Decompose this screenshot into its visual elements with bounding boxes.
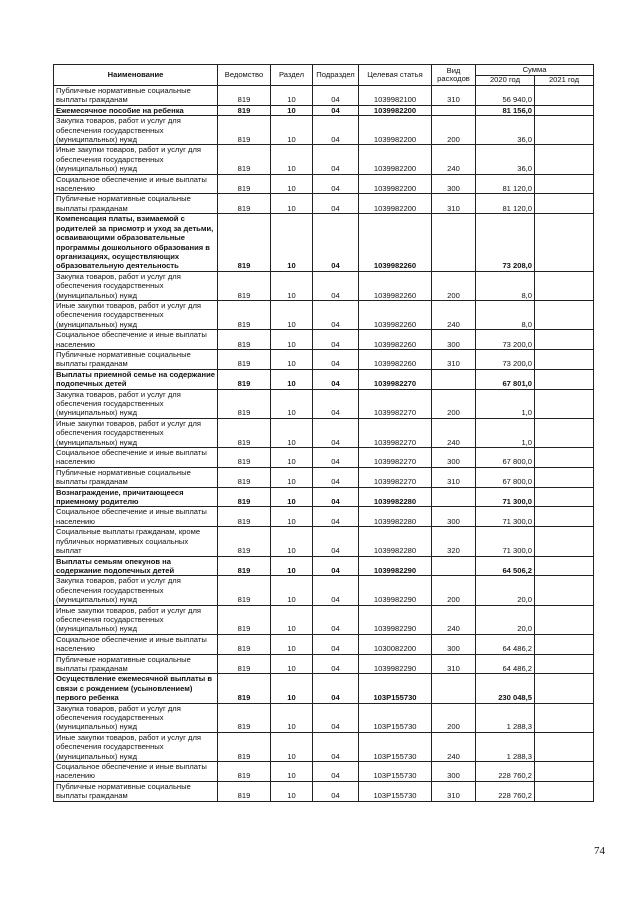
cell-name: Закупка товаров, работ и услуг для обеспечения государственных (муниципальных) нужд — [54, 576, 218, 605]
cell-target: 1039982200 — [359, 116, 432, 145]
cell-section: 10 — [271, 145, 313, 174]
cell-amount-2021 — [535, 762, 594, 782]
header-target: Целевая статья — [359, 65, 432, 86]
cell-department: 819 — [218, 86, 271, 106]
cell-expense-type: 300 — [432, 507, 476, 527]
cell-expense-type: 200 — [432, 271, 476, 300]
cell-amount-2020: 1 288,3 — [476, 732, 535, 761]
cell-amount-2020: 228 760,2 — [476, 781, 535, 801]
cell-expense-type — [432, 214, 476, 271]
cell-section: 10 — [271, 349, 313, 369]
cell-amount-2021 — [535, 556, 594, 576]
cell-expense-type: 300 — [432, 330, 476, 350]
table-row — [54, 330, 594, 350]
cell-amount-2021 — [535, 116, 594, 145]
cell-section: 10 — [271, 654, 313, 674]
cell-section: 10 — [271, 194, 313, 214]
cell-amount-2021 — [535, 527, 594, 556]
table-row — [54, 448, 594, 468]
header-2021: 2021 год — [535, 76, 594, 86]
cell-amount-2020: 230 048,5 — [476, 674, 535, 703]
cell-expense-type: 200 — [432, 576, 476, 605]
cell-department: 819 — [218, 654, 271, 674]
cell-target: 1039982270 — [359, 389, 432, 418]
cell-amount-2021 — [535, 214, 594, 271]
cell-department: 819 — [218, 349, 271, 369]
cell-target: 1039982200 — [359, 174, 432, 194]
cell-section: 10 — [271, 330, 313, 350]
table-row — [54, 781, 594, 801]
cell-expense-type: 310 — [432, 467, 476, 487]
cell-amount-2021 — [535, 634, 594, 654]
cell-amount-2021 — [535, 487, 594, 507]
cell-name: Закупка товаров, работ и услуг для обеспечения государственных (муниципальных) нужд — [54, 703, 218, 732]
cell-amount-2021 — [535, 271, 594, 300]
cell-expense-type: 240 — [432, 732, 476, 761]
table-row — [54, 762, 594, 782]
cell-amount-2020: 36,0 — [476, 116, 535, 145]
cell-subsection: 04 — [313, 86, 359, 106]
cell-name: Публичные нормативные социальные выплаты гражданам — [54, 194, 218, 214]
cell-target: 1039982280 — [359, 507, 432, 527]
table-row — [54, 174, 594, 194]
page-number: 74 — [594, 845, 605, 857]
cell-section: 10 — [271, 105, 313, 115]
cell-section: 10 — [271, 369, 313, 389]
cell-name: Социальные выплаты гражданам, кроме публичных нормативных социальных выплат — [54, 527, 218, 556]
cell-name: Публичные нормативные социальные выплаты гражданам — [54, 467, 218, 487]
cell-amount-2020: 81 156,0 — [476, 105, 535, 115]
cell-name: Социальное обеспечение и иные выплаты населению — [54, 762, 218, 782]
cell-subsection: 04 — [313, 556, 359, 576]
cell-name: Иные закупки товаров, работ и услуг для обеспечения государственных (муниципальных) нужд — [54, 145, 218, 174]
cell-subsection: 04 — [313, 330, 359, 350]
cell-expense-type: 300 — [432, 174, 476, 194]
cell-amount-2020: 67 800,0 — [476, 467, 535, 487]
cell-expense-type — [432, 105, 476, 115]
cell-expense-type: 320 — [432, 527, 476, 556]
cell-amount-2021 — [535, 732, 594, 761]
cell-department: 819 — [218, 145, 271, 174]
cell-department: 819 — [218, 781, 271, 801]
cell-amount-2021 — [535, 145, 594, 174]
cell-name: Социальное обеспечение и иные выплаты населению — [54, 507, 218, 527]
cell-target: 1039982260 — [359, 271, 432, 300]
cell-subsection: 04 — [313, 389, 359, 418]
cell-section: 10 — [271, 576, 313, 605]
header-subsection: Подраздел — [313, 65, 359, 86]
cell-name: Публичные нормативные социальные выплаты гражданам — [54, 86, 218, 106]
cell-department: 819 — [218, 762, 271, 782]
cell-name: Публичные нормативные социальные выплаты гражданам — [54, 781, 218, 801]
table-row — [54, 703, 594, 732]
cell-name: Социальное обеспечение и иные выплаты населению — [54, 330, 218, 350]
cell-section: 10 — [271, 605, 313, 634]
cell-subsection: 04 — [313, 145, 359, 174]
cell-name: Закупка товаров, работ и услуг для обеспечения государственных (муниципальных) нужд — [54, 389, 218, 418]
cell-department: 819 — [218, 634, 271, 654]
header-sum: Сумма — [476, 65, 594, 76]
cell-target: 1039982260 — [359, 300, 432, 329]
cell-amount-2021 — [535, 781, 594, 801]
cell-amount-2020: 67 800,0 — [476, 448, 535, 468]
cell-amount-2020: 36,0 — [476, 145, 535, 174]
cell-name: Вознаграждение, причитающееся приемному родителю — [54, 487, 218, 507]
cell-amount-2020: 64 506,2 — [476, 556, 535, 576]
cell-department: 819 — [218, 703, 271, 732]
table-header — [54, 65, 594, 86]
cell-subsection: 04 — [313, 732, 359, 761]
cell-target: 1039982260 — [359, 214, 432, 271]
cell-expense-type: 310 — [432, 194, 476, 214]
cell-section: 10 — [271, 674, 313, 703]
cell-target: 1039982270 — [359, 467, 432, 487]
cell-target: 103P155730 — [359, 674, 432, 703]
cell-department: 819 — [218, 418, 271, 447]
cell-name: Социальное обеспечение и иные выплаты населению — [54, 174, 218, 194]
cell-subsection: 04 — [313, 762, 359, 782]
cell-amount-2021 — [535, 369, 594, 389]
cell-section: 10 — [271, 174, 313, 194]
cell-name: Компенсация платы, взимаемой с родителей за присмотр и уход за детьми, осваивающими образовательные программы дошкольного образования в организациях, осуществляющих образовательную деятельность — [54, 214, 218, 271]
table-row — [54, 369, 594, 389]
cell-amount-2020: 73 208,0 — [476, 214, 535, 271]
cell-section: 10 — [271, 300, 313, 329]
cell-department: 819 — [218, 389, 271, 418]
cell-department: 819 — [218, 271, 271, 300]
header-department: Ведомство — [218, 65, 271, 86]
table-row — [54, 418, 594, 447]
cell-subsection: 04 — [313, 467, 359, 487]
cell-amount-2020: 71 300,0 — [476, 507, 535, 527]
table-row — [54, 487, 594, 507]
cell-target: 1039982200 — [359, 105, 432, 115]
cell-expense-type: 240 — [432, 300, 476, 329]
cell-name: Иные закупки товаров, работ и услуг для обеспечения государственных (муниципальных) нужд — [54, 418, 218, 447]
cell-name: Ежемесячное пособие на ребенка — [54, 105, 218, 115]
cell-target: 103P155730 — [359, 781, 432, 801]
cell-section: 10 — [271, 762, 313, 782]
cell-section: 10 — [271, 389, 313, 418]
cell-expense-type: 310 — [432, 781, 476, 801]
cell-amount-2020: 228 760,2 — [476, 762, 535, 782]
cell-amount-2021 — [535, 703, 594, 732]
cell-subsection: 04 — [313, 174, 359, 194]
table-row — [54, 105, 594, 115]
table-row — [54, 654, 594, 674]
cell-amount-2020: 1 288,3 — [476, 703, 535, 732]
cell-target: 1039982200 — [359, 145, 432, 174]
cell-subsection: 04 — [313, 654, 359, 674]
cell-amount-2021 — [535, 105, 594, 115]
cell-subsection: 04 — [313, 674, 359, 703]
table-row — [54, 732, 594, 761]
cell-amount-2021 — [535, 418, 594, 447]
table-row — [54, 556, 594, 576]
cell-subsection: 04 — [313, 781, 359, 801]
cell-target: 1039982290 — [359, 556, 432, 576]
cell-expense-type: 310 — [432, 86, 476, 106]
cell-name: Закупка товаров, работ и услуг для обеспечения государственных (муниципальных) нужд — [54, 271, 218, 300]
cell-section: 10 — [271, 781, 313, 801]
cell-subsection: 04 — [313, 487, 359, 507]
cell-amount-2020: 64 486,2 — [476, 654, 535, 674]
cell-target: 1039982260 — [359, 330, 432, 350]
cell-name: Иные закупки товаров, работ и услуг для обеспечения государственных (муниципальных) нужд — [54, 605, 218, 634]
cell-amount-2020: 73 200,0 — [476, 330, 535, 350]
cell-amount-2021 — [535, 654, 594, 674]
cell-amount-2021 — [535, 174, 594, 194]
cell-subsection: 04 — [313, 418, 359, 447]
cell-target: 103P155730 — [359, 762, 432, 782]
cell-target: 1039982280 — [359, 487, 432, 507]
cell-target: 1039982290 — [359, 654, 432, 674]
cell-amount-2021 — [535, 86, 594, 106]
cell-section: 10 — [271, 487, 313, 507]
table-row — [54, 467, 594, 487]
cell-subsection: 04 — [313, 300, 359, 329]
cell-amount-2020: 73 200,0 — [476, 349, 535, 369]
cell-amount-2020: 1,0 — [476, 389, 535, 418]
cell-name: Публичные нормативные социальные выплаты гражданам — [54, 654, 218, 674]
table-body — [54, 86, 594, 802]
table-row — [54, 674, 594, 703]
cell-subsection: 04 — [313, 576, 359, 605]
cell-section: 10 — [271, 467, 313, 487]
cell-amount-2021 — [535, 507, 594, 527]
cell-subsection: 04 — [313, 214, 359, 271]
cell-amount-2020: 71 300,0 — [476, 487, 535, 507]
cell-expense-type — [432, 369, 476, 389]
cell-expense-type — [432, 674, 476, 703]
cell-name: Иные закупки товаров, работ и услуг для обеспечения государственных (муниципальных) нужд — [54, 732, 218, 761]
cell-department: 819 — [218, 194, 271, 214]
cell-name: Осуществление ежемесячной выплаты в связи с рождением (усыновлением) первого ребенка — [54, 674, 218, 703]
cell-subsection: 04 — [313, 634, 359, 654]
cell-name: Выплаты семьям опекунов на содержание подопечных детей — [54, 556, 218, 576]
cell-expense-type: 200 — [432, 116, 476, 145]
cell-amount-2020: 67 801,0 — [476, 369, 535, 389]
cell-subsection: 04 — [313, 507, 359, 527]
cell-department: 819 — [218, 330, 271, 350]
cell-target: 1039982280 — [359, 527, 432, 556]
cell-department: 819 — [218, 369, 271, 389]
cell-subsection: 04 — [313, 448, 359, 468]
cell-amount-2021 — [535, 349, 594, 369]
cell-name: Закупка товаров, работ и услуг для обеспечения государственных (муниципальных) нужд — [54, 116, 218, 145]
cell-amount-2020: 8,0 — [476, 271, 535, 300]
cell-amount-2021 — [535, 605, 594, 634]
cell-department: 819 — [218, 448, 271, 468]
cell-amount-2021 — [535, 448, 594, 468]
cell-amount-2021 — [535, 300, 594, 329]
cell-subsection: 04 — [313, 703, 359, 732]
cell-subsection: 04 — [313, 369, 359, 389]
cell-expense-type — [432, 487, 476, 507]
cell-target: 103P155730 — [359, 732, 432, 761]
cell-department: 819 — [218, 507, 271, 527]
cell-target: 1030082200 — [359, 634, 432, 654]
cell-section: 10 — [271, 448, 313, 468]
cell-target: 1039982200 — [359, 194, 432, 214]
cell-subsection: 04 — [313, 605, 359, 634]
cell-subsection: 04 — [313, 194, 359, 214]
cell-department: 819 — [218, 576, 271, 605]
cell-section: 10 — [271, 271, 313, 300]
cell-expense-type: 200 — [432, 703, 476, 732]
cell-amount-2021 — [535, 467, 594, 487]
table-row — [54, 634, 594, 654]
cell-amount-2020: 20,0 — [476, 605, 535, 634]
cell-amount-2020: 64 486,2 — [476, 634, 535, 654]
cell-target: 103P155730 — [359, 703, 432, 732]
cell-section: 10 — [271, 214, 313, 271]
cell-section: 10 — [271, 703, 313, 732]
cell-department: 819 — [218, 556, 271, 576]
table-row — [54, 507, 594, 527]
table-row — [54, 605, 594, 634]
table-row — [54, 527, 594, 556]
cell-department: 819 — [218, 732, 271, 761]
cell-department: 819 — [218, 174, 271, 194]
table-row — [54, 389, 594, 418]
cell-section: 10 — [271, 116, 313, 145]
table-row — [54, 145, 594, 174]
cell-department: 819 — [218, 605, 271, 634]
cell-section: 10 — [271, 86, 313, 106]
cell-amount-2021 — [535, 330, 594, 350]
cell-target: 1039982290 — [359, 576, 432, 605]
cell-expense-type: 300 — [432, 448, 476, 468]
cell-section: 10 — [271, 507, 313, 527]
header-name: Наименование — [54, 65, 218, 86]
header-section: Раздел — [271, 65, 313, 86]
cell-section: 10 — [271, 418, 313, 447]
cell-expense-type: 300 — [432, 762, 476, 782]
cell-name: Выплаты приемной семье на содержание подопечных детей — [54, 369, 218, 389]
cell-target: 1039982270 — [359, 448, 432, 468]
table-row — [54, 349, 594, 369]
cell-section: 10 — [271, 732, 313, 761]
cell-target: 1039982260 — [359, 349, 432, 369]
cell-expense-type: 310 — [432, 654, 476, 674]
cell-expense-type: 200 — [432, 389, 476, 418]
cell-subsection: 04 — [313, 271, 359, 300]
header-expense-type: Вид расходов — [432, 65, 476, 86]
cell-target: 1039982270 — [359, 418, 432, 447]
table-row — [54, 194, 594, 214]
cell-name: Иные закупки товаров, работ и услуг для обеспечения государственных (муниципальных) нужд — [54, 300, 218, 329]
cell-expense-type: 300 — [432, 634, 476, 654]
table-row — [54, 86, 594, 106]
cell-amount-2021 — [535, 576, 594, 605]
header-2020: 2020 год — [476, 76, 535, 86]
cell-amount-2020: 71 300,0 — [476, 527, 535, 556]
cell-target: 1039982100 — [359, 86, 432, 106]
table-row — [54, 271, 594, 300]
cell-target: 1039982290 — [359, 605, 432, 634]
cell-amount-2020: 81 120,0 — [476, 174, 535, 194]
cell-amount-2021 — [535, 389, 594, 418]
cell-section: 10 — [271, 556, 313, 576]
cell-department: 819 — [218, 116, 271, 145]
cell-expense-type: 310 — [432, 349, 476, 369]
cell-subsection: 04 — [313, 105, 359, 115]
table-row — [54, 214, 594, 271]
cell-name: Социальное обеспечение и иные выплаты населению — [54, 634, 218, 654]
cell-expense-type: 240 — [432, 605, 476, 634]
cell-amount-2020: 8,0 — [476, 300, 535, 329]
cell-department: 819 — [218, 674, 271, 703]
cell-name: Публичные нормативные социальные выплаты гражданам — [54, 349, 218, 369]
table-row — [54, 576, 594, 605]
cell-amount-2020: 81 120,0 — [476, 194, 535, 214]
cell-section: 10 — [271, 634, 313, 654]
cell-section: 10 — [271, 527, 313, 556]
cell-amount-2021 — [535, 674, 594, 703]
cell-amount-2020: 20,0 — [476, 576, 535, 605]
table-row — [54, 116, 594, 145]
cell-subsection: 04 — [313, 349, 359, 369]
cell-amount-2020: 56 940,0 — [476, 86, 535, 106]
cell-department: 819 — [218, 487, 271, 507]
cell-amount-2021 — [535, 194, 594, 214]
cell-expense-type — [432, 556, 476, 576]
cell-target: 1039982270 — [359, 369, 432, 389]
cell-amount-2020: 1,0 — [476, 418, 535, 447]
cell-expense-type: 240 — [432, 145, 476, 174]
cell-subsection: 04 — [313, 116, 359, 145]
cell-department: 819 — [218, 527, 271, 556]
budget-table — [53, 64, 594, 802]
cell-expense-type: 240 — [432, 418, 476, 447]
cell-department: 819 — [218, 214, 271, 271]
cell-department: 819 — [218, 467, 271, 487]
cell-department: 819 — [218, 105, 271, 115]
cell-department: 819 — [218, 300, 271, 329]
cell-name: Социальное обеспечение и иные выплаты населению — [54, 448, 218, 468]
cell-subsection: 04 — [313, 527, 359, 556]
table-row — [54, 300, 594, 329]
